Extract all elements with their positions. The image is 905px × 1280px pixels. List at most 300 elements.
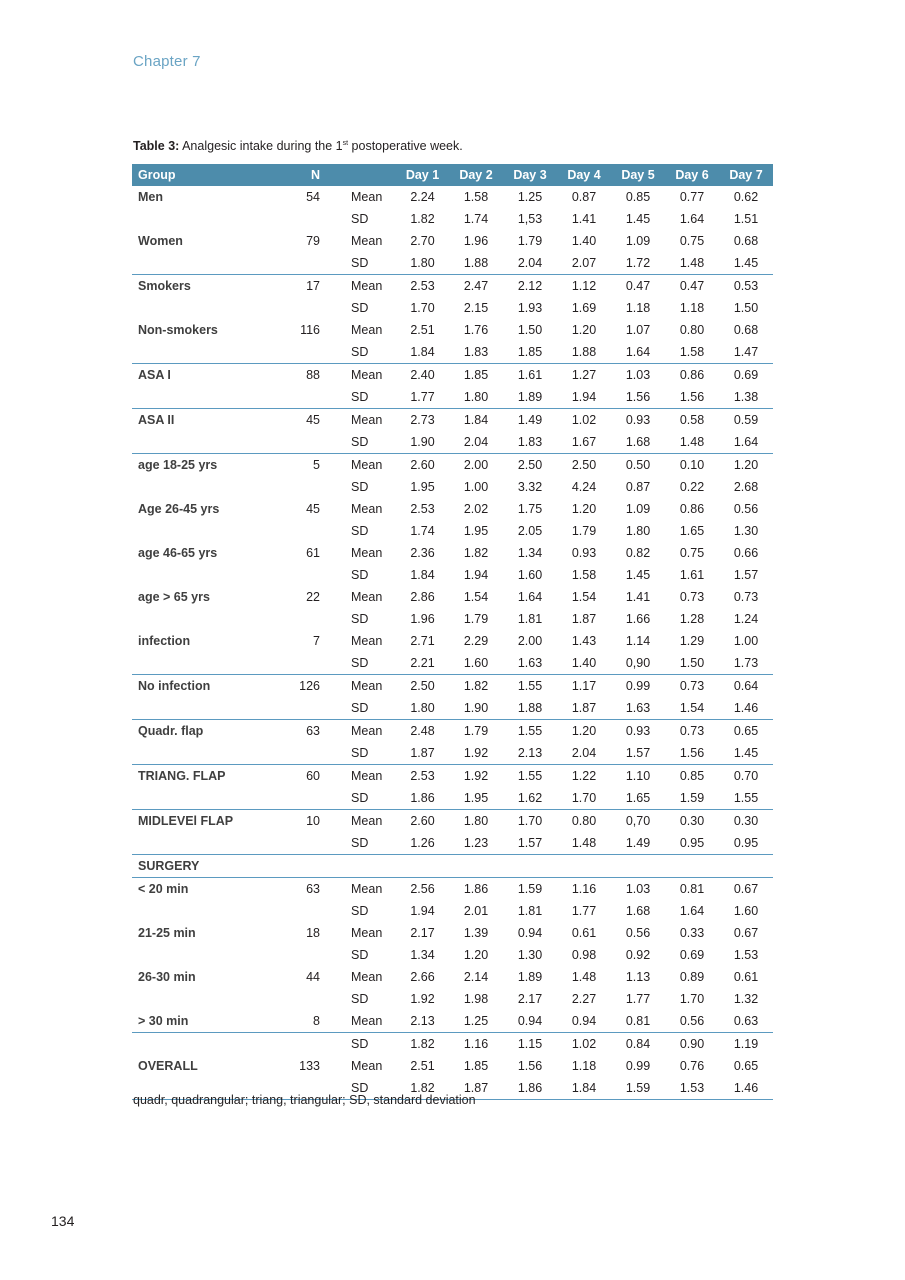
day7-cell: 0.65 [733, 1059, 759, 1073]
day6-cell: 1.48 [665, 431, 719, 454]
day4-cell: 1.02 [571, 413, 597, 427]
day1-cell: 1.90 [396, 431, 449, 454]
day4-cell: 1.54 [571, 590, 597, 604]
n-cell: 45 [306, 413, 320, 427]
day5-cell: 1.03 [625, 882, 651, 896]
group-cell: age 46-65 yrs [138, 546, 218, 560]
day7-cell: 1.00 [733, 634, 759, 648]
group-cell [132, 564, 280, 586]
day1-cell: 2.70 [410, 234, 435, 248]
day3-cell: 1.88 [503, 697, 557, 720]
n-cell: 8 [280, 1010, 328, 1033]
n-cell: 60 [306, 769, 320, 783]
n-cell: 126 [299, 679, 320, 693]
day1-cell: 1.77 [396, 386, 449, 409]
table-row [132, 697, 773, 720]
n-cell: 10 [306, 814, 320, 828]
day1-cell: 1.74 [410, 524, 435, 538]
table-row [132, 520, 773, 542]
day5-cell: 1.09 [625, 234, 651, 248]
stat-cell: SD [351, 904, 369, 918]
group-cell [132, 608, 280, 630]
day6-cell: 0.95 [665, 832, 719, 855]
day1-cell: 2.50 [410, 679, 435, 693]
stat-cell: Mean [351, 634, 383, 648]
group-cell: Non-smokers [138, 323, 218, 337]
table-row [132, 630, 773, 652]
table-row [132, 409, 773, 432]
table-row [132, 564, 773, 586]
day2-cell: 1.98 [463, 992, 489, 1006]
stat-cell: SD [351, 948, 369, 962]
stat-cell: SD [328, 1077, 396, 1100]
day7-cell: 1.45 [719, 252, 773, 275]
day2-cell: 1.80 [463, 814, 489, 828]
day5-cell: 0.85 [625, 190, 651, 204]
day3-cell: 2.50 [517, 458, 543, 472]
day4-cell: 1.67 [557, 431, 611, 454]
group-cell: infection [138, 634, 191, 648]
day2-cell: 1.79 [463, 612, 489, 626]
n-cell [280, 900, 328, 922]
n-cell [280, 855, 328, 878]
stat-cell: Mean [351, 279, 383, 293]
stat-cell: SD [328, 341, 396, 364]
day3-cell: 0.94 [517, 926, 543, 940]
day7-cell: 1.47 [719, 341, 773, 364]
table-row [132, 275, 773, 298]
stat-cell: SD [351, 524, 369, 538]
day1-cell: 1.84 [396, 341, 449, 364]
day3-cell: 1.34 [517, 546, 543, 560]
day4-cell: 1.22 [571, 769, 597, 783]
day7-cell: 0.59 [733, 413, 759, 427]
day2-cell: 1.00 [463, 480, 489, 494]
day2-cell: 1.23 [449, 832, 503, 855]
day3-cell: 1.55 [517, 769, 543, 783]
page-number: 134 [51, 1213, 75, 1229]
day4-cell: 1.69 [571, 301, 597, 315]
day7-cell: 0.73 [733, 590, 759, 604]
group-cell: Quadr. flap [138, 724, 204, 738]
group-cell: SURGERY [132, 855, 280, 878]
day5-cell: 1.80 [625, 524, 651, 538]
day5-cell: 0.56 [625, 926, 651, 940]
n-cell: 45 [306, 502, 320, 516]
day1-cell: 1.86 [396, 787, 449, 810]
day2-cell: 1.79 [463, 724, 489, 738]
table-row [132, 1055, 773, 1077]
day4-cell: 1.40 [557, 652, 611, 675]
day4-cell: 1.88 [557, 341, 611, 364]
day6-cell: 0.69 [679, 948, 705, 962]
day2-cell: 1.58 [463, 190, 489, 204]
day7-cell: 1.38 [719, 386, 773, 409]
day3-cell: 1.25 [517, 190, 543, 204]
day1-cell: 2.66 [410, 970, 435, 984]
day1-cell: 2.86 [410, 590, 435, 604]
day5-cell: 1.03 [625, 368, 651, 382]
day5-cell: 0.50 [625, 458, 651, 472]
day4-cell: 1.77 [571, 904, 597, 918]
day2-cell: 1.85 [463, 368, 489, 382]
day5-cell: 1.41 [625, 590, 651, 604]
table-row [132, 208, 773, 230]
day1-cell: 1.96 [410, 612, 435, 626]
table-row [132, 1033, 773, 1056]
table-row [132, 675, 773, 698]
n-cell [280, 297, 328, 319]
table-row [132, 186, 773, 208]
day1-cell: 2.60 [410, 814, 435, 828]
day4-cell: 2.50 [571, 458, 597, 472]
day2-cell: 2.14 [463, 970, 489, 984]
table-row [132, 900, 773, 922]
day2-cell: 1.39 [463, 926, 489, 940]
day3-cell: 1.86 [503, 1077, 557, 1100]
day7-cell: 0.68 [733, 323, 759, 337]
day5-cell: 1.45 [625, 568, 651, 582]
day3-cell: 1.50 [517, 323, 543, 337]
day4-cell: 1.40 [571, 234, 597, 248]
day7-cell: 1.24 [733, 612, 759, 626]
group-cell [132, 520, 280, 542]
caption-text-end: postoperative week. [348, 139, 463, 153]
day6-cell: 0.81 [679, 882, 705, 896]
group-cell: TRIANG. FLAP [138, 769, 226, 783]
day7-cell: 0.67 [733, 882, 759, 896]
day2-cell: 2.29 [463, 634, 489, 648]
table-row [132, 988, 773, 1010]
day3-cell: 1.81 [517, 612, 543, 626]
group-cell: Men [138, 190, 163, 204]
stat-cell: SD [351, 612, 369, 626]
table-header-row [132, 164, 773, 186]
day3-cell: 1.64 [517, 590, 543, 604]
day3-cell: 1.56 [517, 1059, 543, 1073]
table-row [132, 944, 773, 966]
day6-cell: 0.75 [679, 546, 705, 560]
day6-cell: 0.58 [679, 413, 705, 427]
day3-cell: 1,53 [517, 212, 543, 226]
day4-cell: 1.20 [571, 724, 597, 738]
day7-cell: 0.61 [733, 970, 759, 984]
day6-cell: 1.48 [665, 252, 719, 275]
day7-cell: 1.30 [733, 524, 759, 538]
day4-cell: 1.41 [571, 212, 597, 226]
day3-cell: 2.05 [517, 524, 543, 538]
analgesic-intake-table [132, 164, 773, 1100]
day5-cell: 1.77 [625, 992, 651, 1006]
day1-cell: 2.21 [396, 652, 449, 675]
stat-cell: Mean [328, 1010, 396, 1033]
group-cell [132, 341, 280, 364]
group-cell [132, 208, 280, 230]
stat-cell: SD [328, 742, 396, 765]
group-cell: > 30 min [132, 1010, 280, 1033]
day5-cell: 1.07 [625, 323, 651, 337]
day7-cell: 0.67 [733, 926, 759, 940]
day3-cell: 1.83 [503, 431, 557, 454]
day1-cell: 1.80 [396, 697, 449, 720]
stat-cell: SD [328, 652, 396, 675]
group-cell [132, 431, 280, 454]
col-header-day4: Day 4 [557, 164, 611, 186]
day6-cell: 0.73 [679, 679, 705, 693]
group-cell: ASA I [138, 368, 171, 382]
day2-cell: 1.95 [449, 787, 503, 810]
day7-cell: 2.68 [733, 480, 759, 494]
day6-cell: 0.73 [679, 724, 705, 738]
stat-cell: Mean [351, 1059, 383, 1073]
stat-cell: SD [351, 301, 369, 315]
day6-cell: 0.89 [679, 970, 705, 984]
day7-cell: 1.60 [733, 904, 759, 918]
day7-cell: 1.55 [719, 787, 773, 810]
day2-cell: 1.83 [449, 341, 503, 364]
stat-cell: SD [328, 431, 396, 454]
day1-cell: 2.73 [410, 413, 435, 427]
day2-cell [449, 855, 503, 878]
stat-cell: Mean [351, 769, 383, 783]
day4-cell: 1.87 [571, 612, 597, 626]
day2-cell: 1.74 [463, 212, 489, 226]
col-header-stat [328, 164, 396, 186]
day4-cell: 1.17 [571, 679, 597, 693]
day1-cell: 1.70 [410, 301, 435, 315]
day4-cell: 1.87 [557, 697, 611, 720]
day1-cell: 1.34 [410, 948, 435, 962]
chapter-heading: Chapter 7 [133, 53, 201, 70]
group-cell: Age 26-45 yrs [138, 502, 220, 516]
day1-cell: 2.53 [410, 769, 435, 783]
group-cell [132, 787, 280, 810]
n-cell [280, 208, 328, 230]
day7-cell: 0.63 [719, 1010, 773, 1033]
stat-cell: SD [351, 480, 369, 494]
n-cell: 79 [306, 234, 320, 248]
n-cell [280, 252, 328, 275]
day3-cell: 1.85 [503, 341, 557, 364]
n-cell [280, 520, 328, 542]
day7-cell: 1.46 [719, 697, 773, 720]
n-cell [280, 988, 328, 1010]
table-caption [133, 139, 463, 153]
day7-cell: 0.95 [719, 832, 773, 855]
day4-cell: 0.61 [571, 926, 597, 940]
group-cell: MIDLEVEl FLAP [138, 814, 234, 828]
day6-cell: 0.56 [665, 1010, 719, 1033]
day7-cell: 1.32 [733, 992, 759, 1006]
table-row [132, 364, 773, 387]
day2-cell: 1.80 [449, 386, 503, 409]
day5-cell: 1.57 [611, 742, 665, 765]
day1-cell: 1.87 [396, 742, 449, 765]
table-row [132, 319, 773, 341]
day1-cell: 1.80 [396, 252, 449, 275]
day1-cell: 1.84 [410, 568, 435, 582]
caption-superscript: st [342, 139, 349, 147]
table-row [132, 341, 773, 364]
day3-cell: 1.55 [517, 679, 543, 693]
day4-cell: 1.18 [571, 1059, 597, 1073]
day6-cell: 0.86 [679, 502, 705, 516]
table-row [132, 498, 773, 520]
day5-cell: 1.64 [611, 341, 665, 364]
day2-cell: 1.16 [463, 1037, 489, 1051]
day4-cell: 0.87 [571, 190, 597, 204]
n-cell: 116 [300, 323, 320, 337]
day3-cell: 1.59 [517, 882, 543, 896]
day4-cell [557, 855, 611, 878]
table-row [132, 431, 773, 454]
day7-cell: 0.62 [733, 190, 759, 204]
day6-cell: 0.73 [679, 590, 705, 604]
day5-cell: 1.18 [625, 301, 651, 315]
day6-cell: 1.58 [665, 341, 719, 364]
n-cell [280, 564, 328, 586]
day2-cell: 2.01 [463, 904, 489, 918]
day6-cell: 0.75 [679, 234, 705, 248]
col-header-day3: Day 3 [503, 164, 557, 186]
day4-cell: 1.27 [571, 368, 597, 382]
day1-cell: 2.17 [410, 926, 435, 940]
n-cell [280, 608, 328, 630]
day6-cell: 0.22 [679, 480, 705, 494]
day5-cell: 1.14 [625, 634, 651, 648]
day2-cell: 1.54 [463, 590, 489, 604]
group-cell [132, 697, 280, 720]
day4-cell: 1.58 [571, 568, 597, 582]
day2-cell: 1.87 [449, 1077, 503, 1100]
day4-cell: 1.48 [571, 970, 597, 984]
table-row [132, 810, 773, 833]
day1-cell: 2.60 [410, 458, 435, 472]
table-row [132, 966, 773, 988]
day1-cell: 2.36 [410, 546, 435, 560]
col-header-group: Group [132, 164, 280, 186]
day6-cell: 1.53 [665, 1077, 719, 1100]
group-cell [132, 386, 280, 409]
day5-cell: 1.72 [611, 252, 665, 275]
n-cell [280, 742, 328, 765]
day1-cell [396, 855, 449, 878]
stat-cell: Mean [351, 502, 383, 516]
group-cell [132, 476, 280, 498]
day2-cell: 1.86 [463, 882, 489, 896]
table-body [132, 186, 773, 1100]
day6-cell: 0.77 [679, 190, 705, 204]
day7-cell: 1.45 [719, 742, 773, 765]
day5-cell: 0.92 [625, 948, 651, 962]
n-cell: 17 [306, 279, 320, 293]
day1-cell: 2.48 [410, 724, 435, 738]
day5-cell: 1.10 [625, 769, 651, 783]
day2-cell: 1.20 [463, 948, 489, 962]
day6-cell: 1.64 [679, 904, 705, 918]
n-cell [280, 431, 328, 454]
group-cell: 21-25 min [138, 926, 196, 940]
group-cell [132, 944, 280, 966]
day4-cell: 4.24 [571, 480, 597, 494]
n-cell: 133 [299, 1059, 320, 1073]
n-cell [280, 341, 328, 364]
stat-cell: Mean [351, 546, 383, 560]
group-cell: < 20 min [138, 882, 189, 896]
day6-cell: 1.64 [679, 212, 705, 226]
day4-cell: 1.20 [571, 502, 597, 516]
stat-cell: Mean [351, 413, 383, 427]
stat-cell: SD [351, 1037, 369, 1051]
day2-cell: 2.02 [463, 502, 489, 516]
group-cell [132, 1033, 280, 1056]
day7-cell: 0.68 [733, 234, 759, 248]
day5-cell: 0.47 [625, 279, 651, 293]
day1-cell: 1.82 [410, 1037, 435, 1051]
col-header-day5: Day 5 [611, 164, 665, 186]
day4-cell: 0.98 [571, 948, 597, 962]
day1-cell: 2.40 [410, 368, 435, 382]
table-footnote: quadr, quadrangular; triang, triangular; SD, standard deviation [133, 1093, 476, 1107]
day6-cell: 1.56 [665, 742, 719, 765]
group-cell: Smokers [138, 279, 191, 293]
day4-cell: 1.43 [571, 634, 597, 648]
day5-cell [611, 855, 665, 878]
day2-cell: 2.15 [463, 301, 489, 315]
day4-cell: 1.84 [557, 1077, 611, 1100]
day5-cell: 0.84 [625, 1037, 651, 1051]
day2-cell: 1.84 [463, 413, 489, 427]
day2-cell: 1.95 [463, 524, 489, 538]
day7-cell: 1.50 [733, 301, 759, 315]
n-cell: 44 [306, 970, 320, 984]
day4-cell: 2.27 [571, 992, 597, 1006]
stat-cell: SD [351, 212, 369, 226]
day1-cell: 2.56 [410, 882, 435, 896]
day6-cell: 1.59 [665, 787, 719, 810]
day5-cell: 0.87 [625, 480, 651, 494]
day7-cell: 1.57 [733, 568, 759, 582]
day2-cell: 1.92 [463, 769, 489, 783]
day7-cell: 1.46 [719, 1077, 773, 1100]
table-row [132, 476, 773, 498]
group-cell [132, 297, 280, 319]
day6-cell: 0.47 [679, 279, 705, 293]
group-cell: Women [138, 234, 183, 248]
n-cell: 63 [306, 724, 320, 738]
day1-cell: 2.53 [410, 279, 435, 293]
n-cell: 18 [306, 926, 320, 940]
stat-cell: Mean [351, 724, 383, 738]
day7-cell: 0.53 [733, 279, 759, 293]
day6-cell: 1.65 [679, 524, 705, 538]
day6-cell: 0.30 [679, 814, 705, 828]
table-row [132, 586, 773, 608]
group-cell [132, 652, 280, 675]
n-cell [280, 1033, 328, 1056]
stat-cell: SD [328, 832, 396, 855]
day6-cell: 1.18 [679, 301, 705, 315]
day2-cell: 1.94 [463, 568, 489, 582]
day2-cell: 1.90 [449, 697, 503, 720]
stat-cell: Mean [351, 814, 383, 828]
day1-cell: 1.94 [410, 904, 435, 918]
day4-cell: 1.48 [557, 832, 611, 855]
table-row [132, 252, 773, 275]
day3-cell: 1.61 [517, 368, 543, 382]
day3-cell: 1.70 [517, 814, 543, 828]
day2-cell: 1.82 [463, 679, 489, 693]
